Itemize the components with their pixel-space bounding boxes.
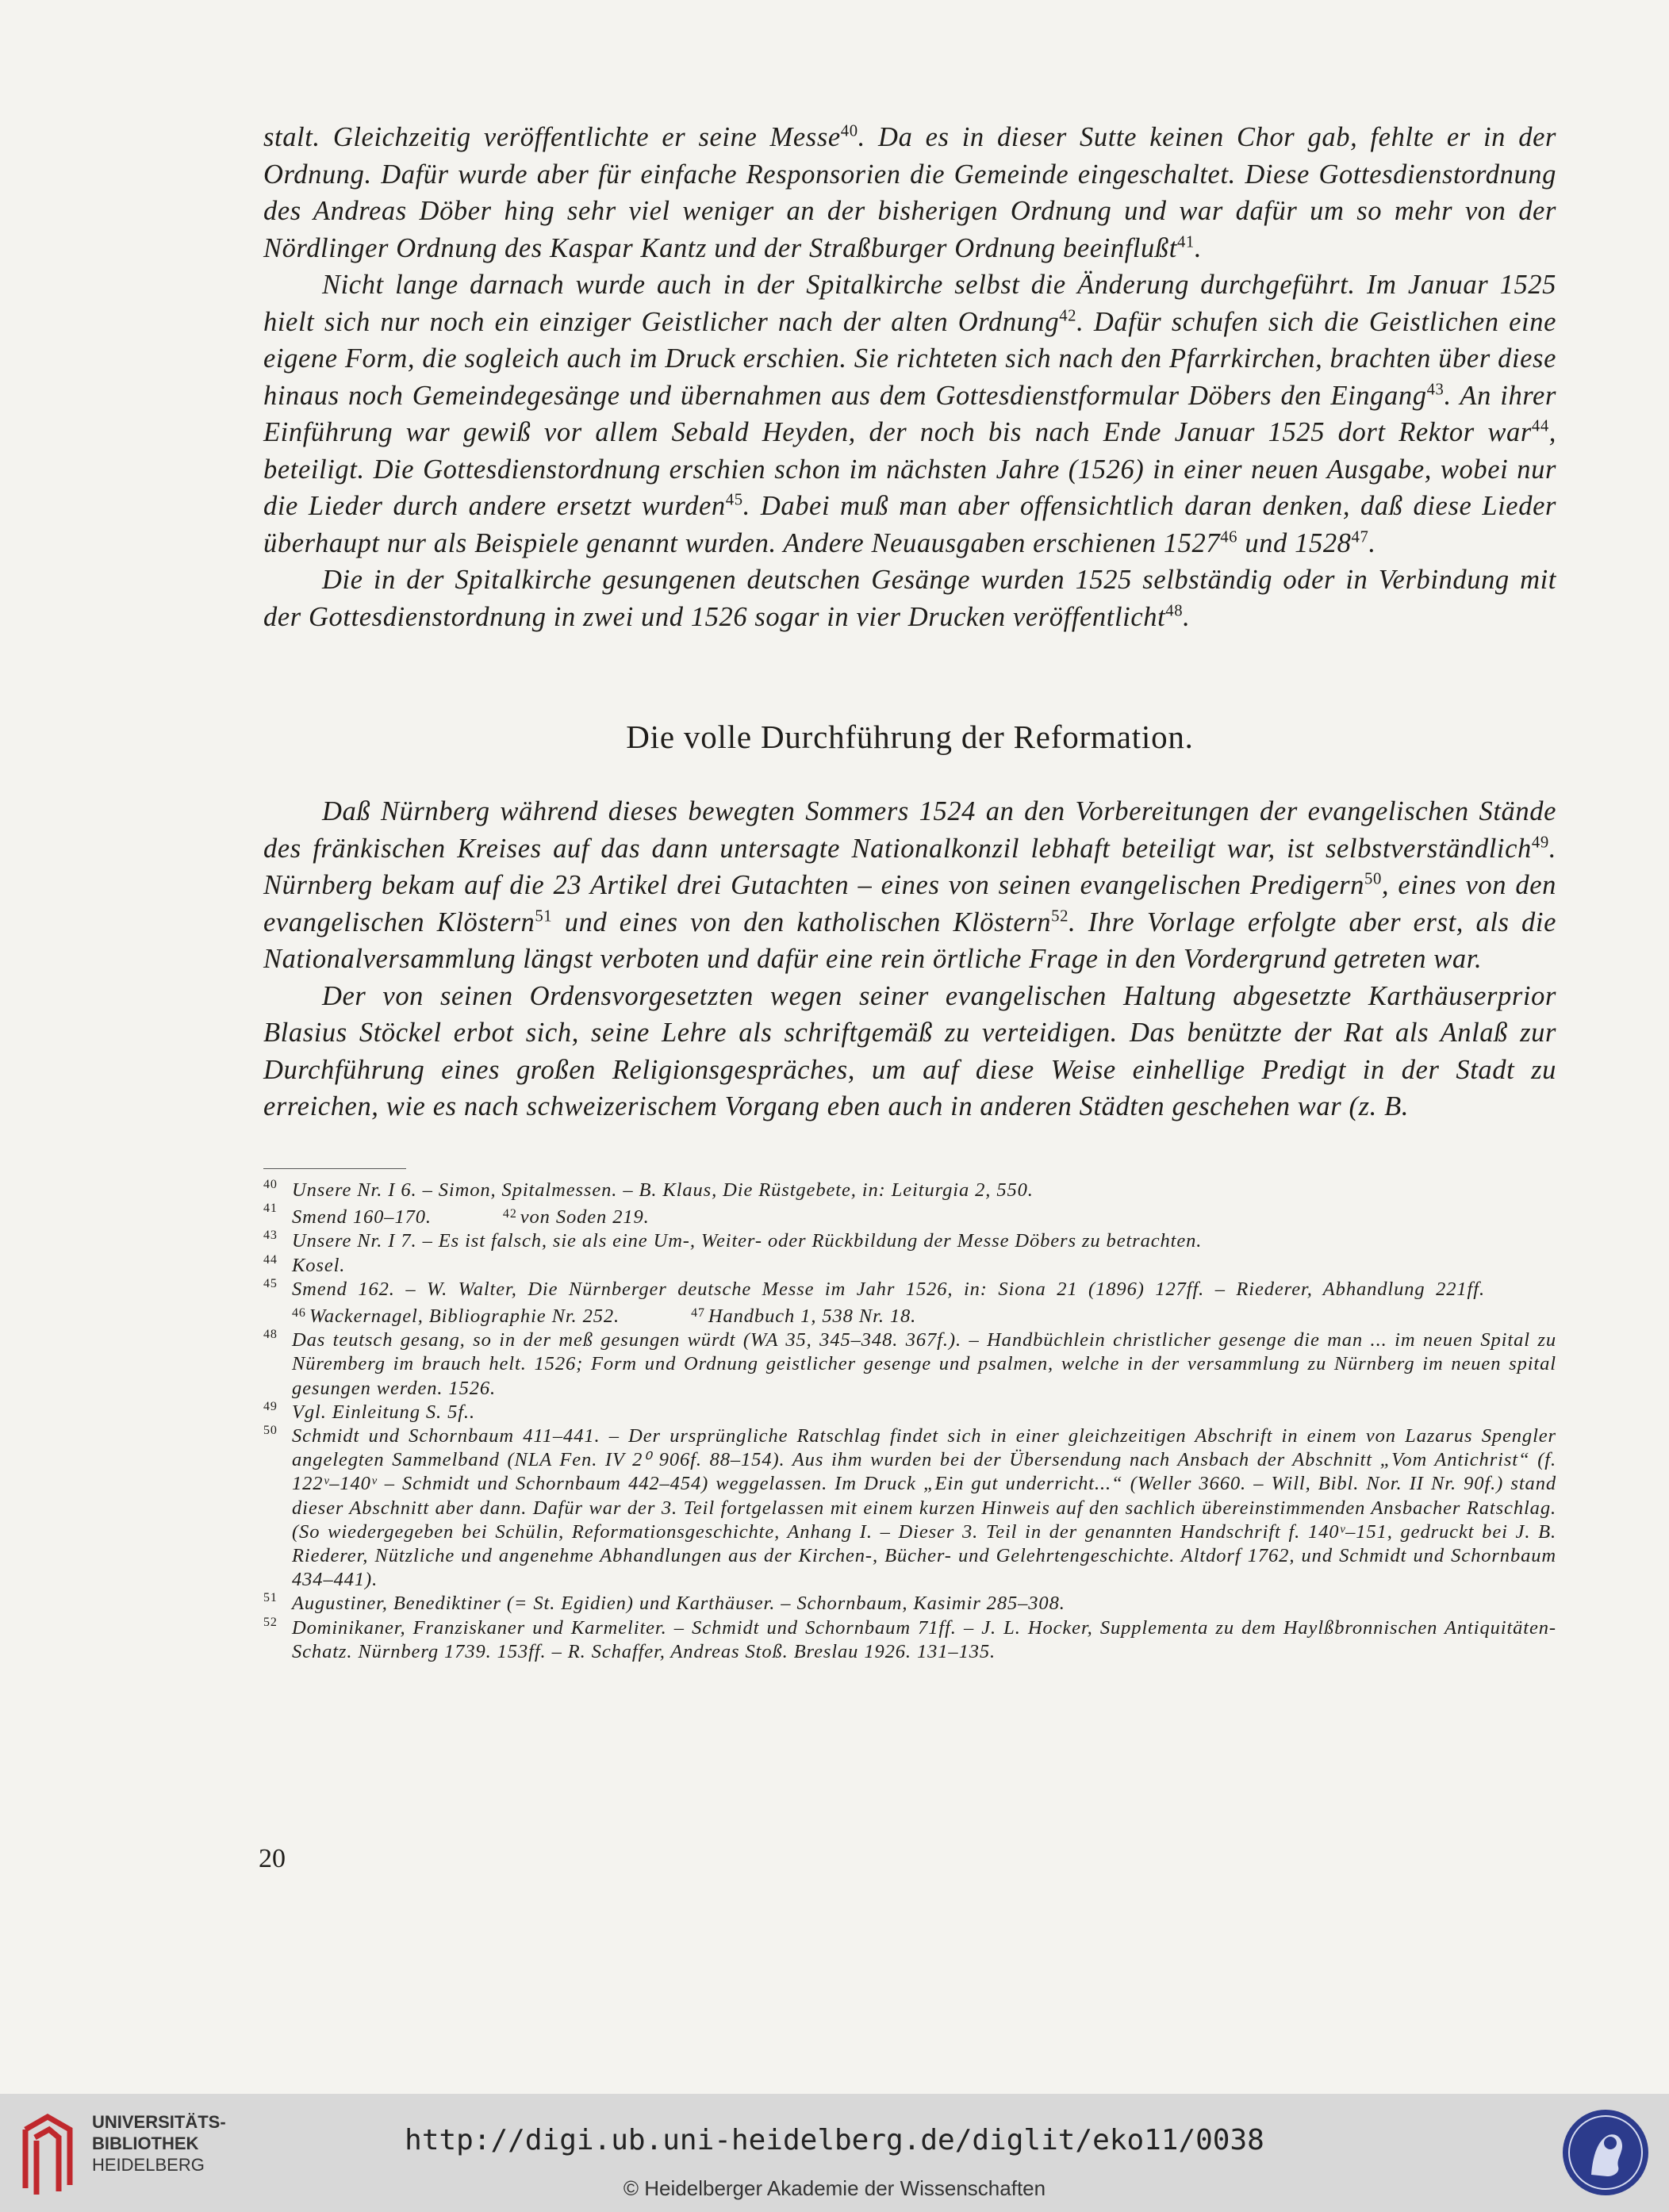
footnote: 50 Schmidt und Schornbaum 411–441. – Der ursprüngliche Ratschlag findet sich in einer gleichzeitigen Abschrift in einem von Lazarus Spengler angelegten Sammelband (NLA Fen. IV 2⁰ 906f. 88–154). Aus ihm wurden bei der Übersendung nach Ansbach der Abschnitt „Vom Antichrist“ (f. 122ᵛ–140ᵛ – Schmidt und Schornbaum 442–454) weggelassen. Im Druck „Ein gut underricht...“ (Weller 3660. – Will, Bibl. Nor. II Nr. 90f.) stand dieser Abschnitt aber dann. Dafür war der 3. Teil fortgelassen mit einem kurzen Hinweis auf den sachlich übereinstimmenden Ansbacher Ratschlag. (So wiedergegeben bei Schülin, Reformationsgeschichte, Anhang I. – Dieser 3. Teil in der genannten Handschrift f. 140ᵛ–151, gedruckt bei J. B. Riederer, Nützliche und angenehme Abhandlungen aus der Kirchen-, Bücher- und Gelehrtengeschichte. Altdorf 1762, und Schmidt und Schornbaum 434–441). bbox=[263, 1424, 1556, 1591]
viewer-footer bbox=[0, 2094, 1669, 2212]
paragraph: Der von seinen Ordensvorgesetzten wegen seiner evangelischen Haltung abgesetzte Karthäuserprior Blasius Stöckel erbot sich, seine Lehre als schriftgemäß zu verteidigen. Das benützte der Rat als Anlaß zur Durchführung eines großen Religionsgespräches, um auf diese Weise einhellige Predigt in der Stadt zu erreichen, wie es nach schweizerischem Vorgang eben auch in anderen Städten geschehen war (z. B. bbox=[263, 980, 1556, 1121]
section-heading: Die volle Durchführung der Reformation. bbox=[626, 719, 1194, 755]
footnote: 41 Smend 160–170. $^{42}$ von Soden 219. bbox=[263, 1202, 650, 1229]
paragraph: stalt. Gleichzeitig veröffentlichte er seine Messe$^{40}$. Da es in dieser Sutte keinen Chor gab, fehlte er in der Ordnung. Dafür wurde aber für einfache Responsorien die Gemeinde eingeschaltet. Diese Gottesdienstordnung des Andreas Döber hing sehr viel weniger an der bisherigen Ordnung und war dafür um so mehr von der Nördlinger Ordnung des Kaspar Kantz und der Straßburger Ordnung beeinflußt$^{41}$. bbox=[263, 122, 1557, 263]
paragraph: Daß Nürnberg während dieses bewegten Sommers 1524 an den Vorbereitungen der evangelischen Stände des fränkischen Kreises auf das dann untersagte Nationalkonzil lebhaft beteiligt war, ist selbstverständlich$^{49}$. Nürnberg bekam auf die 23 Artikel drei Gutachten – eines von seinen evangelischen Predigern$^{50}$, eines von den evangelischen Klöstern$^{51}$ und eines von den katholischen Klöstern$^{52}$. Ihre Vorlage erfolgte aber erst, als die Nationalversammlung längst verboten und dafür eine rein örtliche Frage in den Vordergrund getreten war. bbox=[263, 796, 1556, 974]
footnote: 45 Smend 162. – W. Walter, Die Nürnberger deutsche Messe im Jahr 1526, in: Siona 21 (1896) 127ff. – Riederer, Abhandlung 221ff.$^{46}$ Wackernagel, Bibliographie Nr. 252. $^{47}$ Handbuch 1, 538 Nr. 18. bbox=[263, 1276, 1485, 1328]
footnote: 44 Kosel. bbox=[263, 1252, 346, 1276]
text-block-top bbox=[263, 119, 1556, 635]
permalink-url[interactable]: http://digi.ub.uni-heidelberg.de/diglit/eko11/0038 bbox=[405, 2124, 1264, 2156]
footnote: 48 Das teutsch gesang, so in der meß gesungen würdt (WA 35, 345–348. 367f.). – Handbüchlein christlicher gesenge die man ... im neuen Spital zu Nüremberg im brauch helt. 1526; Form und Ordnung geistlicher gesenge und psalmen, welche in der versammlung zu Nürnberg im neuen spital gesungen werden. 1526. bbox=[263, 1328, 1556, 1399]
copyright-notice: © Heidelberger Akademie der Wissenschaften bbox=[623, 2176, 1046, 2200]
footnote: 49 Vgl. Einleitung S. 5f.. bbox=[263, 1399, 475, 1423]
footnote: 43 Unsere Nr. I 7. – Es ist falsch, sie als eine Um-, Weiter- oder Rückbildung der Messe Döbers zu betrachten. bbox=[263, 1229, 1203, 1252]
footnote-divider bbox=[263, 1168, 406, 1169]
footnotes bbox=[263, 1179, 1556, 1664]
text-block-section bbox=[263, 793, 1556, 1125]
footnote: 51 Augustiner, Benediktiner (= St. Egidien) und Karthäuser. – Schornbaum, Kasimir 285–308. bbox=[263, 1591, 1065, 1615]
footnote: 52 Dominikaner, Franziskaner und Karmeliter. – Schmidt und Schornbaum 71ff. – J. L. Hocker, Supplementa zu dem Haylßbronnischen Antiquitäten-Schatz. Nürnberg 1739. 153ff. – R. Schaffer, Andreas Stoß. Breslau 1926. 131–135. bbox=[263, 1615, 1556, 1662]
paragraph: Die in der Spitalkirche gesungenen deutschen Gesänge wurden 1525 selbständig oder in Verbindung mit der Gottesdienstordnung in zwei und 1526 sogar in vier Drucken veröffentlicht$^{48}$. bbox=[263, 565, 1556, 632]
paragraph: Nicht lange darnach wurde auch in der Spitalkirche selbst die Änderung durchgeführt. Im Januar 1525 hielt sich nur noch ein einziger Geistlicher nach der alten Ordnung$^{42}$. Dafür schufen sich die Geistlichen eine eigene Form, die sogleich auch im Druck erschien. Sie richteten sich nach den Pfarrkirchen, brachten über diese hinaus noch Gemeindegesänge und übernahmen aus dem Gottesdienstformular Döbers den Eingang$^{43}$. An ihrer Einführung war gewiß vor allem Sebald Heyden, der noch bis nach Ende Januar 1525 dort Rektor war$^{44}$, beteiligt. Die Gottesdienstordnung erschien schon im nächsten Jahre (1526) in einer neuen Ausgabe, wobei nur die Lieder durch andere ersetzt wurden$^{45}$. Dabei muß man aber offensichtlich daran denken, daß diese Lieder überhaupt nur als Beispiele genannt wurden. Andere Neuausgaben erschienen 1527$^{46}$ und 1528$^{47}$. bbox=[263, 270, 1557, 558]
page-number: 20 bbox=[259, 1844, 286, 1873]
institution-name: UNIVERSITÄTS- BIBLIOTHEK HEIDELBERG bbox=[92, 2112, 226, 2175]
footnote: 40 Unsere Nr. I 6. – Simon, Spitalmessen. – B. Klaus, Die Rüstgebete, in: Leiturgia 2, 550. bbox=[263, 1178, 1034, 1201]
academy-seal-icon bbox=[1561, 2108, 1650, 2197]
